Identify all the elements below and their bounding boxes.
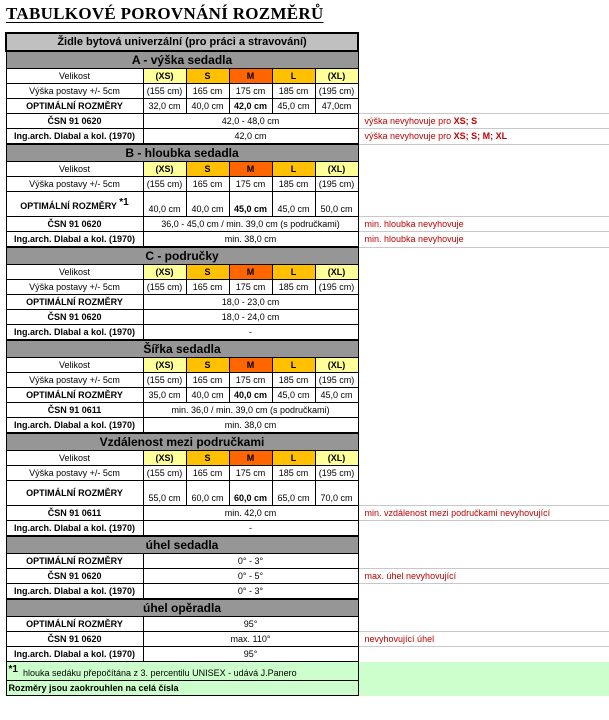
optimal-cell: 60,0 cm xyxy=(186,481,229,506)
csn-value: 0° - 5° xyxy=(143,569,358,584)
size-label: Velikost xyxy=(6,162,143,177)
height-cell: 185 cm xyxy=(272,84,315,99)
csn-row xyxy=(6,217,609,232)
ing-label: Ing.arch. Dlabal a kol. (1970) xyxy=(6,584,143,600)
comparison-table xyxy=(5,32,609,696)
csn-row xyxy=(6,632,609,647)
size-label: Velikost xyxy=(6,451,143,466)
optimal-cell: 32,0 cm xyxy=(143,99,186,114)
ing-note: výška nevyhovuje pro XS; S; M; XL xyxy=(358,129,609,145)
size-label: Velikost xyxy=(6,265,143,280)
optimal-cell: 45,0 cm xyxy=(315,388,358,403)
optimal-row xyxy=(6,192,609,217)
csn-label: ČSN 91 0620 xyxy=(6,569,143,584)
size-row xyxy=(6,358,609,373)
ing-note: min. hloubka nevyhovuje xyxy=(358,232,609,248)
optimal-value: 95° xyxy=(143,617,358,632)
optimal-row xyxy=(6,388,609,403)
size-cell: M xyxy=(229,162,272,177)
main-header: Židle bytová univerzální (pro práci a stravování) xyxy=(6,33,358,51)
csn-label: ČSN 91 0620 xyxy=(6,310,143,325)
optimal-label: OPTIMÁLNÍ ROZMĚRY xyxy=(6,388,143,403)
size-label: Velikost xyxy=(6,358,143,373)
height-cell: (195 cm) xyxy=(315,373,358,388)
size-cell: L xyxy=(272,265,315,280)
optimal-row xyxy=(6,554,609,569)
ing-row xyxy=(6,647,609,662)
csn-row xyxy=(6,569,609,584)
csn-note: min. vzdálenost mezi područkami nevyhovující xyxy=(358,506,609,521)
ing-label: Ing.arch. Dlabal a kol. (1970) xyxy=(6,129,143,145)
optimal-cell: 45,0 cm xyxy=(229,192,272,217)
size-cell: M xyxy=(229,69,272,84)
section-header-row xyxy=(6,433,609,451)
height-label: Výška postavy +/- 5cm xyxy=(6,466,143,481)
main-header-row xyxy=(6,33,609,51)
rounding-row xyxy=(6,681,609,696)
optimal-label: OPTIMÁLNÍ ROZMĚRY xyxy=(6,481,143,506)
csn-row xyxy=(6,506,609,521)
csn-row xyxy=(6,403,609,418)
optimal-label: OPTIMÁLNÍ ROZMĚRY xyxy=(6,295,143,310)
height-cell: 165 cm xyxy=(186,466,229,481)
height-cell: (195 cm) xyxy=(315,84,358,99)
csn-label: ČSN 91 0611 xyxy=(6,403,143,418)
size-cell: (XS) xyxy=(143,69,186,84)
height-row xyxy=(6,373,609,388)
ing-value: - xyxy=(143,521,358,537)
size-cell: S xyxy=(186,358,229,373)
optimal-row xyxy=(6,481,609,506)
footnote-row xyxy=(6,662,609,681)
optimal-value: 0° - 3° xyxy=(143,554,358,569)
height-cell: (195 cm) xyxy=(315,466,358,481)
ing-value: - xyxy=(143,325,358,341)
height-cell: 175 cm xyxy=(229,84,272,99)
footnote-mark: *1 xyxy=(119,196,129,208)
optimal-cell: 70,0 cm xyxy=(315,481,358,506)
ing-row xyxy=(6,584,609,600)
size-row xyxy=(6,451,609,466)
csn-value: 42,0 - 48,0 cm xyxy=(143,114,358,129)
size-cell: S xyxy=(186,69,229,84)
height-cell: (195 cm) xyxy=(315,177,358,192)
optimal-row xyxy=(6,295,609,310)
size-cell: (XL) xyxy=(315,162,358,177)
csn-value: 36,0 - 45,0 cm / min. 39,0 cm (s područkami) xyxy=(143,217,358,232)
height-cell: 175 cm xyxy=(229,177,272,192)
csn-value: 18,0 - 24,0 cm xyxy=(143,310,358,325)
size-row xyxy=(6,69,609,84)
size-cell: M xyxy=(229,451,272,466)
ing-value: 42,0 cm xyxy=(143,129,358,145)
height-label: Výška postavy +/- 5cm xyxy=(6,280,143,295)
section-header-row xyxy=(6,247,609,265)
csn-value: max. 110° xyxy=(143,632,358,647)
size-cell: M xyxy=(229,358,272,373)
ing-row xyxy=(6,129,609,145)
csn-label: ČSN 91 0620 xyxy=(6,114,143,129)
csn-note: nevyhovující úhel xyxy=(358,632,609,647)
size-cell: S xyxy=(186,451,229,466)
optimal-cell: 65,0 cm xyxy=(272,481,315,506)
ing-row xyxy=(6,521,609,537)
csn-value: min. 42,0 cm xyxy=(143,506,358,521)
comparison-sheet xyxy=(5,32,608,696)
height-cell: (155 cm) xyxy=(143,280,186,295)
size-cell: L xyxy=(272,162,315,177)
section-header-row xyxy=(6,51,609,69)
size-cell: (XS) xyxy=(143,358,186,373)
ing-value: min. 38,0 cm xyxy=(143,232,358,248)
size-cell: L xyxy=(272,358,315,373)
size-row xyxy=(6,265,609,280)
height-cell: (195 cm) xyxy=(315,280,358,295)
height-cell: 165 cm xyxy=(186,280,229,295)
ing-row xyxy=(6,325,609,341)
csn-value: min. 36,0 / min. 39,0 cm (s područkami) xyxy=(143,403,358,418)
height-cell: (155 cm) xyxy=(143,84,186,99)
csn-label: ČSN 91 0620 xyxy=(6,217,143,232)
size-cell: (XL) xyxy=(315,69,358,84)
ing-value: 0° - 3° xyxy=(143,584,358,600)
height-row xyxy=(6,280,609,295)
section-e-title: Vzdálenost mezi područkami xyxy=(6,433,358,451)
optimal-cell: 45,0 cm xyxy=(272,192,315,217)
optimal-label: OPTIMÁLNÍ ROZMĚRY xyxy=(6,99,143,114)
optimal-cell: 45,0 cm xyxy=(272,388,315,403)
ing-label: Ing.arch. Dlabal a kol. (1970) xyxy=(6,647,143,662)
csn-row xyxy=(6,310,609,325)
optimal-cell: 50,0 cm xyxy=(315,192,358,217)
section-f-title: úhel sedadla xyxy=(6,536,358,554)
page-title: TABULKOVÉ POROVNÁNÍ ROZMĚRŮ xyxy=(6,4,324,23)
height-row xyxy=(6,177,609,192)
height-cell: (155 cm) xyxy=(143,373,186,388)
height-cell: (155 cm) xyxy=(143,466,186,481)
height-cell: 165 cm xyxy=(186,177,229,192)
footnote-mark: *1 xyxy=(8,663,18,675)
size-cell: L xyxy=(272,69,315,84)
size-cell: S xyxy=(186,265,229,280)
optimal-cell: 42,0 cm xyxy=(229,99,272,114)
height-cell: 175 cm xyxy=(229,280,272,295)
section-header-row xyxy=(6,340,609,358)
csn-note: min. hloubka nevyhovuje xyxy=(358,217,609,232)
section-a-title: A - výška sedadla xyxy=(6,51,358,69)
height-cell: 185 cm xyxy=(272,373,315,388)
size-label: Velikost xyxy=(6,69,143,84)
optimal-value: 18,0 - 23,0 cm xyxy=(143,295,358,310)
footnote-text: $^{*1}$ hlouka sedáku přepočítána z 3. percentilu UNISEX - udává J.Panero xyxy=(6,662,358,681)
height-cell: 175 cm xyxy=(229,373,272,388)
section-header-row xyxy=(6,144,609,162)
optimal-cell: 40,0 cm xyxy=(186,192,229,217)
optimal-cell: 60,0 cm xyxy=(229,481,272,506)
size-row xyxy=(6,162,609,177)
section-header-row xyxy=(6,599,609,617)
size-cell: (XL) xyxy=(315,358,358,373)
optimal-row xyxy=(6,99,609,114)
height-label: Výška postavy +/- 5cm xyxy=(6,373,143,388)
optimal-row xyxy=(6,617,609,632)
ing-label: Ing.arch. Dlabal a kol. (1970) xyxy=(6,232,143,248)
height-label: Výška postavy +/- 5cm xyxy=(6,84,143,99)
section-header-row xyxy=(6,536,609,554)
size-cell: M xyxy=(229,265,272,280)
ing-label: Ing.arch. Dlabal a kol. (1970) xyxy=(6,521,143,537)
height-cell: 165 cm xyxy=(186,84,229,99)
height-cell: 185 cm xyxy=(272,466,315,481)
csn-label: ČSN 91 0620 xyxy=(6,632,143,647)
size-cell: (XS) xyxy=(143,265,186,280)
ing-row xyxy=(6,418,609,434)
csn-note: max. úhel nevyhovující xyxy=(358,569,609,584)
height-cell: 165 cm xyxy=(186,373,229,388)
rounding-note: Rozměry jsou zaokrouhlen na celá čísla xyxy=(6,681,358,696)
optimal-cell: 40,0 cm xyxy=(229,388,272,403)
height-cell: 185 cm xyxy=(272,177,315,192)
csn-row xyxy=(6,114,609,129)
section-g-title: úhel opěradla xyxy=(6,599,358,617)
height-label: Výška postavy +/- 5cm xyxy=(6,177,143,192)
section-d-title: Šířka sedadla xyxy=(6,340,358,358)
ing-label: Ing.arch. Dlabal a kol. (1970) xyxy=(6,325,143,341)
size-cell: S xyxy=(186,162,229,177)
ing-row xyxy=(6,232,609,248)
optimal-cell: 47,0cm xyxy=(315,99,358,114)
height-cell: (155 cm) xyxy=(143,177,186,192)
optimal-label: OPTIMÁLNÍ ROZMĚRY xyxy=(6,554,143,569)
height-cell: 175 cm xyxy=(229,466,272,481)
optimal-cell: 45,0 cm xyxy=(272,99,315,114)
optimal-label: OPTIMÁLNÍ ROZMĚRY xyxy=(6,617,143,632)
height-row xyxy=(6,84,609,99)
optimal-cell: 40,0 cm xyxy=(143,192,186,217)
size-cell: (XS) xyxy=(143,451,186,466)
size-cell: (XL) xyxy=(315,265,358,280)
csn-note: výška nevyhovuje pro XS; S xyxy=(358,114,609,129)
height-cell: 185 cm xyxy=(272,280,315,295)
optimal-cell: 55,0 cm xyxy=(143,481,186,506)
size-cell: (XS) xyxy=(143,162,186,177)
optimal-cell: 40,0 cm xyxy=(186,99,229,114)
ing-label: Ing.arch. Dlabal a kol. (1970) xyxy=(6,418,143,434)
section-c-title: C - područky xyxy=(6,247,358,265)
height-row xyxy=(6,466,609,481)
section-b-title: B - hloubka sedadla xyxy=(6,144,358,162)
ing-value: min. 38,0 cm xyxy=(143,418,358,434)
optimal-cell: 35,0 cm xyxy=(143,388,186,403)
size-cell: L xyxy=(272,451,315,466)
optimal-cell: 40,0 cm xyxy=(186,388,229,403)
optimal-label: OPTIMÁLNÍ ROZMĚRY $^{*1}$ xyxy=(6,192,143,217)
csn-label: ČSN 91 0611 xyxy=(6,506,143,521)
size-cell: (XL) xyxy=(315,451,358,466)
ing-value: 95° xyxy=(143,647,358,662)
